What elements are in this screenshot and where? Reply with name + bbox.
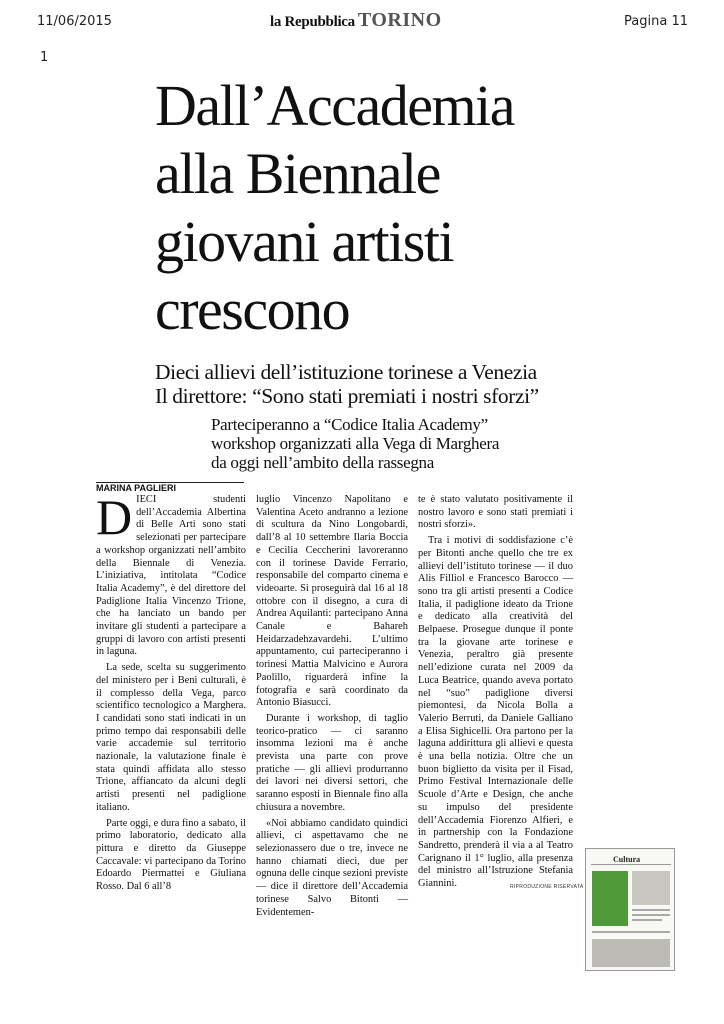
page-header (0, 0, 724, 40)
drop-cap: D (96, 489, 133, 545)
kicker (211, 415, 611, 472)
kicker-line: da oggi nell’ambito della rassegna (211, 453, 435, 472)
thumbnail-text-line (632, 914, 670, 916)
paragraph: «Noi abbiamo candidato quindici allievi, ci aspettavamo che ne selezionassero due o tre, invece ne hanno chiamati dieci, due per ognuna delle cinque sezioni previste — dice il direttore dell’Accademia torinese Salvo Bitonti — Evidentemen- (256, 817, 408, 918)
page-thumbnail (585, 848, 675, 971)
headline (155, 72, 615, 344)
thumbnail-text-line (632, 919, 662, 921)
headline-line: crescono (155, 277, 350, 342)
kicker-line: workshop organizzati alla Vega di Marghera (211, 434, 500, 453)
headline-line: alla Biennale (155, 141, 440, 206)
paragraph: te è stato valutato positivamente il nostro lavoro e sono stati premiati i nostri sforzi». (418, 494, 573, 531)
thumbnail-section-title: Cultura (613, 855, 641, 864)
paragraph: La sede, scelta su suggerimento del ministero per i Beni culturali, è il complesso della Vega, parco scientifico tecnologico a Marghera. I candidati sono stati indicati in un primo tempo dai responsabili delle varie accademie sul territorio nazionale, la valutazione finale è stata quindi affidata allo stesso Trione, affiancato da alcuni degli artisti presenti nel padiglione italiano. (96, 662, 246, 813)
page-index: 1 (40, 50, 49, 65)
masthead-city: TORINO (357, 9, 442, 31)
thumbnail-photo (632, 871, 670, 905)
clipping-date: 11/06/2015 (37, 14, 112, 29)
thumbnail-text-line (592, 931, 670, 933)
thumbnail-header (591, 853, 671, 865)
headline-line: Dall’Accademia (155, 73, 515, 138)
byline: MARINA PAGLIERI (96, 483, 176, 493)
subheadline-line: Dieci allievi dell’istituzione torinese a Venezia (155, 360, 537, 384)
article-column-3 (418, 494, 573, 891)
page-number: Pagina 11 (624, 14, 688, 29)
masthead-paper: la Repubblica (270, 14, 355, 30)
headline-line: giovani artisti (155, 209, 454, 274)
kicker-line: Parteciperanno a “Codice Italia Academy” (211, 415, 488, 434)
subheadline (155, 360, 625, 408)
article-column-2 (256, 494, 408, 919)
paragraph: IECI studenti dell’Accademia Albertina di Belle Arti sono stati selezionati per partecipare a workshop organizzati nell’ambito della Biennale di Venezia. L’iniziativa, intitolata “Codice Italia Academy”, è del direttore del Padiglione Italia Vincenzo Trione, che ha lanciato un bando per invitare gli studenti a partecipare a gruppi di lavoro con artisti presenti in laguna. (96, 494, 246, 658)
article-column-1 (96, 489, 246, 894)
paragraph: Tra i motivi di soddisfazione c’è per Bitonti anche quello che tre ex allievi dell’istituto torinese — il duo Alis Filliol e Francesco Barocco — sono tra gli artisti presenti a Codice Italia, il padiglione ideato da Trione e dedicato alla creatività del Belpaese. Prosegue dunque il ponte tra la giovane arte torinese e Venezia, peraltro già presente nell’edizione curata nel 2009 da Luca Beatrice, quando aveva portato nel “suo” padiglione diversi piemontesi, da Nicola Bolla a Valerio Berruti, da Daniele Galliano a Elisa Sighicelli. Ora partono per la laguna addirittura gli allievi e questa è una bella notizia. Oltre che un buon biglietto da visita per il Fisad, Primo Festival Internazionale delle Scuole d’Arte e Design, che anche su impulso del presidente dell’Accademia Fiorenzo Alfieri, e in partnership con la Fondazione Sandretto, prenderà il via a al Teatro Carignano il 1° luglio, alla presenza del ministro all’Istruzione Stefania Giannini. (418, 535, 573, 890)
masthead (270, 9, 442, 32)
paragraph: luglio Vincenzo Napolitano e Valentina Aceto andranno a lezione di scultura da Nino Longobardi, dall’8 al 10 settembre Ilaria Boccia e Cecilia Ceccherini lavoreranno con il torinese Davide Ferrario, responsabile del comparto cinema e videoarte. Si proseguirà dal 16 al 18 ottobre con il disegno, a cura di Andrea Aquilanti: partecipano Anna Canale e Bahareh Heidarzadehzavardehi. L’ultimo appuntamento, cui parteciperanno i torinesi Mattia Malvicino e Aurora Paolillo, riguarderà infine la fotografia e sarà coordinato da Antonio Biasucci. (256, 494, 408, 709)
paragraph: Durante i workshop, di taglio teorico-pratico — ci saranno insomma lezioni ma è anche prevista una parte con prove pratiche — gli allievi produrranno dei lavori nei diversi settori, che saranno esposti in Biennale fino alla chiusura a novembre. (256, 712, 408, 813)
thumbnail-highlight-block (592, 871, 628, 926)
paragraph: Parte oggi, e dura fino a sabato, il primo laboratorio, dedicato alla pittura e diretto da Giuseppe Caccavale: vi partecipano da Torino Edoardo Piermattei e Giuliana Rosso. Dal 6 all’8 (96, 817, 246, 893)
thumbnail-text-line (632, 909, 670, 911)
subheadline-line: Il direttore: “Sono stati premiati i nostri sforzi” (155, 384, 539, 408)
reproduction-notice: RIPRODUZIONE RISERVATA (510, 884, 584, 890)
thumbnail-photo (592, 939, 670, 967)
